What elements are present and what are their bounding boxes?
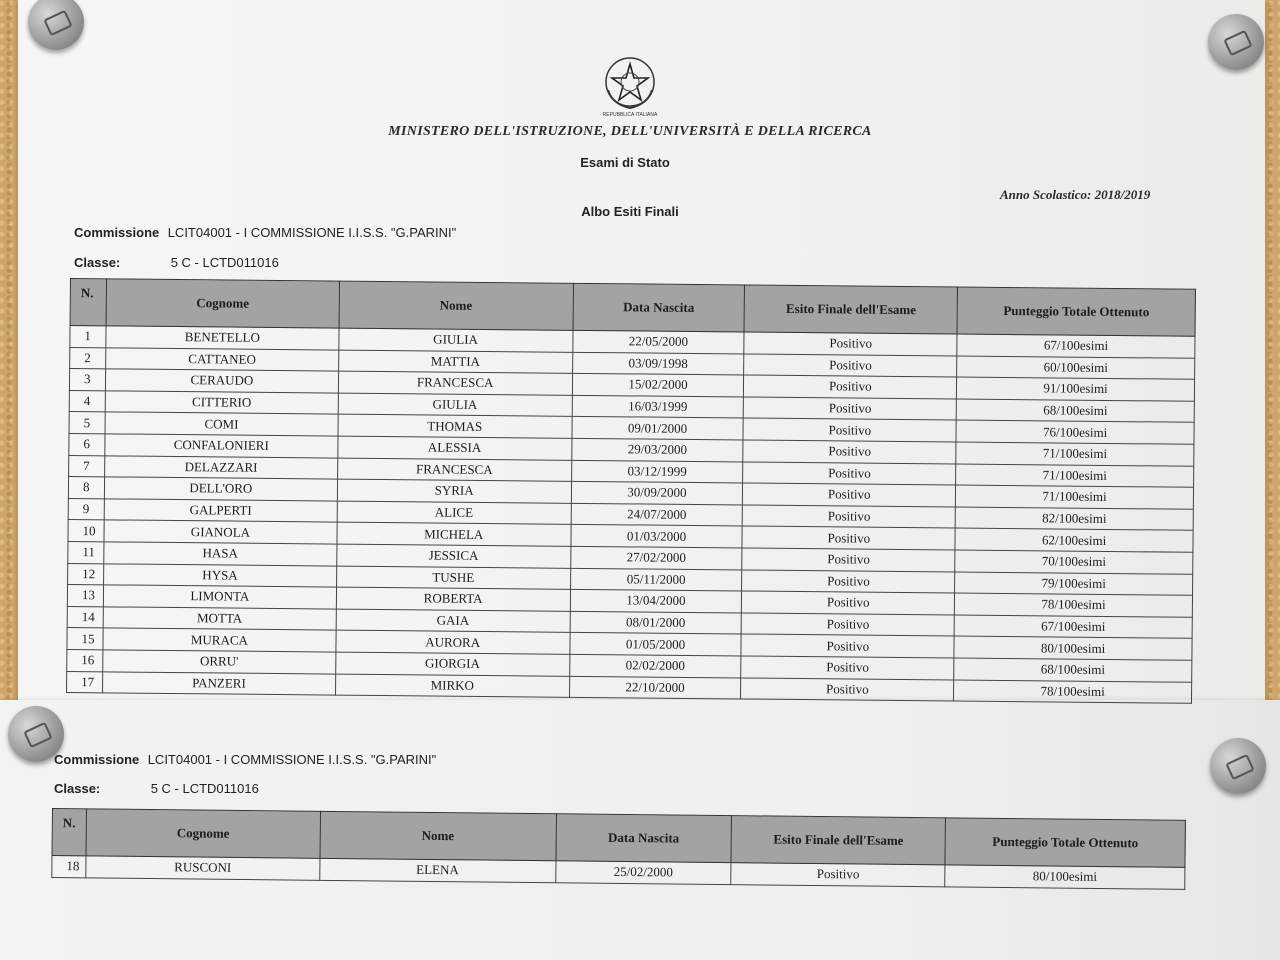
table-cell: Positivo	[741, 656, 954, 680]
table-cell: 01/03/2000	[571, 525, 743, 548]
table-cell: 24/07/2000	[571, 503, 743, 526]
commission-label: Commissione	[74, 225, 160, 240]
thumbtack-icon	[1210, 738, 1266, 794]
table-cell: 13/04/2000	[570, 589, 742, 612]
table-cell: 22/05/2000	[572, 330, 744, 353]
school-year: Anno Scolastico: 2018/2019	[1000, 187, 1151, 202]
table-cell: GIORGIA	[336, 652, 570, 676]
table-cell: Positivo	[743, 483, 956, 507]
table-cell: 76/100esimi	[956, 420, 1194, 444]
table-cell: 80/100esimi	[954, 636, 1192, 660]
table-cell: CATTANEO	[106, 347, 339, 371]
table-cell: 10	[68, 520, 104, 542]
table-cell: 25/02/2000	[555, 861, 731, 884]
table-cell: MIRKO	[335, 674, 569, 698]
table-cell: 6	[69, 433, 105, 455]
class-line	[54, 780, 259, 798]
table-cell: AURORA	[336, 630, 570, 654]
results-table	[66, 278, 1196, 704]
ministry-title: MINISTERO DELL'ISTRUZIONE, DELL'UNIVERSITÀ E DELLA RICERCA	[388, 124, 872, 139]
table-cell: 70/100esimi	[955, 550, 1193, 574]
table-cell: 5	[69, 412, 105, 434]
table-cell: Positivo	[743, 462, 956, 486]
column-header: N.	[70, 279, 106, 326]
table-cell: 08/01/2000	[570, 611, 742, 634]
class-label: Classe:	[74, 255, 121, 270]
commission-label: Commissione	[54, 752, 140, 767]
table-cell: TUSHE	[336, 566, 570, 590]
table-cell: Positivo	[742, 591, 955, 615]
table-cell: JESSICA	[337, 544, 571, 568]
table-cell: ELENA	[320, 858, 556, 882]
table-cell: Positivo	[744, 354, 957, 378]
table-cell: Positivo	[742, 613, 955, 637]
table-cell: 13	[67, 585, 103, 607]
table-cell: CITTERIO	[105, 391, 338, 415]
column-header: Data Nascita	[573, 283, 745, 332]
table-cell: DELL'ORO	[104, 477, 337, 501]
table-cell: 71/100esimi	[956, 485, 1194, 509]
table-cell: 16/03/1999	[572, 395, 744, 418]
table-cell: 03/09/1998	[572, 352, 744, 375]
table-cell: 67/100esimi	[954, 615, 1192, 639]
table-cell: 12	[68, 563, 104, 585]
class-value: 5 C - LCTD011016	[170, 255, 279, 270]
table-cell: SYRIA	[337, 479, 571, 503]
table-cell: ROBERTA	[336, 587, 570, 611]
thumbtack-icon	[1208, 14, 1264, 70]
table-cell: 7	[69, 455, 105, 477]
table-cell: Positivo	[744, 375, 957, 399]
table-cell: 15/02/2000	[572, 374, 744, 397]
table-cell: PANZERI	[103, 671, 336, 695]
results-title: Albo Esiti Finali	[581, 204, 679, 219]
table-cell: LIMONTA	[103, 585, 336, 609]
table-cell: MICHELA	[337, 522, 571, 546]
table-cell: GALPERTI	[104, 499, 337, 523]
table-cell: ALICE	[337, 501, 571, 525]
table-cell: 05/11/2000	[570, 568, 742, 591]
column-header: Punteggio Totale Ottenuto	[945, 818, 1185, 868]
table-cell: 15	[67, 628, 103, 650]
column-header: N.	[52, 809, 86, 856]
table-cell: 91/100esimi	[957, 377, 1195, 401]
column-header: Punteggio Totale Ottenuto	[957, 287, 1195, 336]
table-cell: GIULIA	[338, 393, 572, 417]
table-cell: 78/100esimi	[955, 593, 1193, 617]
table-cell: 8	[68, 477, 104, 499]
table-cell: Positivo	[731, 863, 945, 887]
table-cell: Positivo	[743, 505, 956, 529]
table-cell: 60/100esimi	[957, 356, 1195, 380]
table-cell: 03/12/1999	[571, 460, 743, 483]
table-cell: Positivo	[744, 332, 957, 356]
table-cell: 67/100esimi	[957, 334, 1195, 358]
table-cell: 62/100esimi	[955, 528, 1193, 552]
table-cell: ORRU'	[103, 650, 336, 674]
table-cell: THOMAS	[338, 414, 572, 438]
table-cell: 71/100esimi	[956, 464, 1194, 488]
class-line	[74, 254, 279, 272]
table-cell: 80/100esimi	[945, 865, 1185, 889]
table-cell: 29/03/2000	[571, 438, 743, 461]
table-cell: 4	[69, 390, 105, 412]
table-cell: 14	[67, 606, 103, 628]
commission-line	[74, 224, 456, 242]
column-header: Nome	[339, 281, 573, 330]
table-cell: RUSCONI	[86, 856, 320, 880]
table-cell: 18	[52, 856, 86, 878]
table-cell: 68/100esimi	[954, 658, 1192, 682]
table-cell: 11	[68, 541, 104, 563]
table-cell: 27/02/2000	[570, 546, 742, 569]
table-cell: 09/01/2000	[572, 417, 744, 440]
table-cell: 3	[69, 369, 105, 391]
table-cell: 22/10/2000	[569, 676, 741, 699]
class-label: Classe:	[54, 781, 101, 796]
commission-value: LCIT04001 - I COMMISSIONE I.I.S.S. "G.PARINI"	[167, 225, 457, 240]
table-cell: FRANCESCA	[338, 371, 572, 395]
table-cell: 02/02/2000	[569, 654, 741, 677]
table-cell: 30/09/2000	[571, 481, 743, 504]
column-header: Nome	[320, 811, 556, 860]
table-cell: GIULIA	[339, 328, 573, 352]
table-cell: 79/100esimi	[955, 572, 1193, 596]
commission-value: LCIT04001 - I COMMISSIONE I.I.S.S. "G.PARINI"	[147, 752, 437, 767]
table-cell: COMI	[105, 412, 338, 436]
table-cell: Positivo	[741, 634, 954, 658]
commission-line	[54, 751, 436, 769]
table-cell: 2	[70, 347, 106, 369]
table-cell: Positivo	[744, 397, 957, 421]
republic-emblem-icon	[598, 52, 662, 116]
emblem-text: REPUBBLICA ITALIANA	[602, 112, 658, 118]
table-cell: 68/100esimi	[956, 399, 1194, 423]
table-cell: ALESSIA	[338, 436, 572, 460]
table-cell: MATTIA	[338, 350, 572, 374]
table-cell: 78/100esimi	[954, 680, 1192, 704]
exam-title: Esami di Stato	[580, 155, 670, 170]
column-header: Esito Finale dell'Esame	[744, 285, 957, 334]
table-cell: MOTTA	[103, 607, 336, 631]
class-value: 5 C - LCTD011016	[150, 781, 259, 796]
table-cell: MURACA	[103, 628, 336, 652]
table-cell: Positivo	[743, 418, 956, 442]
table-cell: Positivo	[742, 548, 955, 572]
table-cell: Positivo	[743, 440, 956, 464]
table-cell: CONFALONIERI	[105, 434, 338, 458]
table-cell: CERAUDO	[105, 369, 338, 393]
results-table-continued	[51, 808, 1186, 889]
column-header: Cognome	[86, 809, 320, 858]
table-cell: DELAZZARI	[105, 455, 338, 479]
table-cell: HASA	[104, 542, 337, 566]
table-cell: 1	[70, 326, 106, 348]
table-cell: HYSA	[104, 563, 337, 587]
table-cell: 71/100esimi	[956, 442, 1194, 466]
table-cell: 82/100esimi	[955, 507, 1193, 531]
table-cell: 9	[68, 498, 104, 520]
table-cell: GAIA	[336, 609, 570, 633]
table-cell: 01/05/2000	[569, 633, 741, 656]
column-header: Cognome	[106, 279, 339, 328]
table-cell: Positivo	[742, 526, 955, 550]
table-cell: 17	[67, 671, 103, 693]
column-header: Data Nascita	[555, 814, 731, 863]
table-cell: Positivo	[741, 677, 954, 701]
column-header: Esito Finale dell'Esame	[731, 816, 945, 865]
table-cell: FRANCESCA	[337, 458, 571, 482]
table-cell: GIANOLA	[104, 520, 337, 544]
table-cell: Positivo	[742, 569, 955, 593]
table-cell: 16	[67, 649, 103, 671]
table-cell: BENETELLO	[106, 326, 339, 350]
